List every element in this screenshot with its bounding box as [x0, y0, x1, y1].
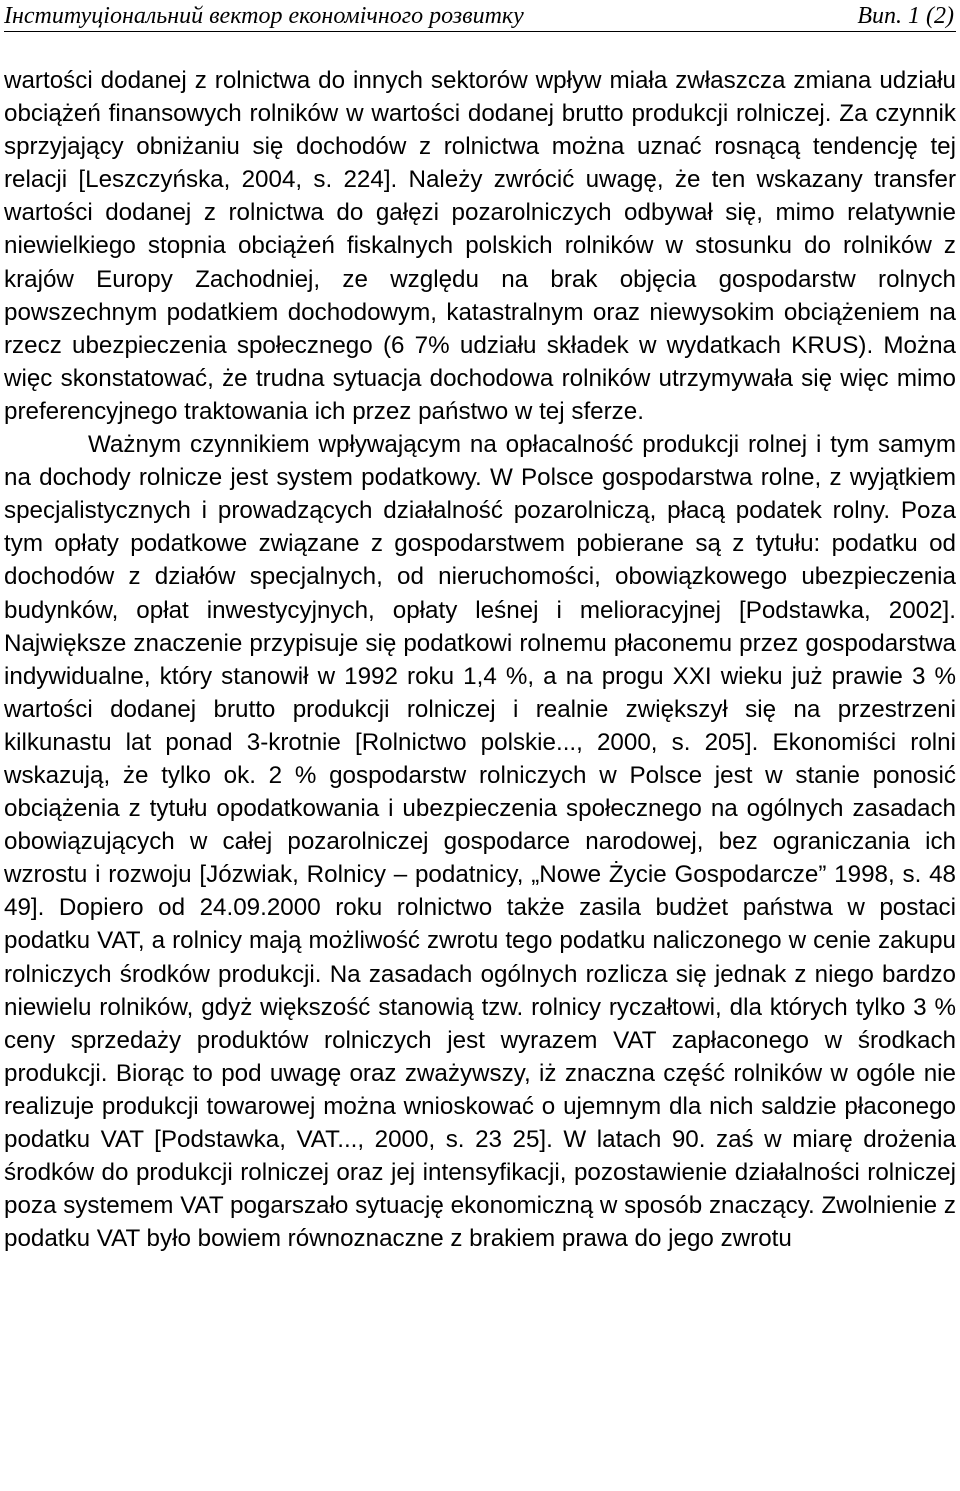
issue-number: Вип. 1 (2) [857, 3, 954, 29]
journal-title: Інституціональний вектор економічного розвитку [4, 3, 524, 29]
running-header [4, 0, 956, 32]
paragraph: Ważnym czynnikiem wpływającym na opłacalność produkcji rolnej i tym samym na dochody rolnicze jest system podatkowy. W Polsce gospodarstwa rolne, z wyjątkiem specjalistycznych i prowadzących działalność pozarolniczą, płacą podatek rolny. Poza tym opłaty podatkowe związane z gospodarstwem pobierane są z tytułu: podatku od dochodów z działów specjalnych, od nieruchomości, obowiązkowego ubezpieczenia budynków, opłat inwestycyjnych, opłaty leśnej i melioracyjnej [Podstawka, 2002]. Największe znaczenie przypisuje się podatkowi rolnemu płaconemu przez gospodarstwa indywidualne, który stanowił w 1992 roku 1,4 %, a na progu XXI wieku już prawie 3 % wartości dodanej brutto produkcji rolniczej i realnie zwiększył się na przestrzeni kilkunastu lat ponad 3-krotnie [Rolnictwo polskie..., 2000, s. 205]. Ekonomiści rolni wskazują, że tylko ok. 2 % gospodarstw rolniczych w Polsce jest w stanie ponosić obciążenia z tytułu opodatkowania i ubezpieczenia społecznego na ogólnych zasadach obowiązujących w całej pozarolniczej gospodarce narodowej, bez ograniczania ich wzrostu i rozwoju [Józwiak, Rolnicy – podatnicy, „Nowe Życie Gospodarcze” 1998, s. 48 49]. Dopiero od 24.09.2000 roku rolnictwo także zasila budżet państwa w postaci podatku VAT, a rolnicy mają możliwość zwrotu tego podatku naliczonego w cenie zakupu rolniczych środków produkcji. Na zasadach ogólnych rozlicza się jednak z niego bardzo niewielu rolników, gdyż większość stanowią tzw. rolnicy ryczałtowi, dla których tylko 3 % ceny sprzedaży produktów rolniczych jest wyrazem VAT zapłaconego w środkach produkcji. Biorąc to pod uwagę oraz zważywszy, iż znaczna część rolników w ogóle nie realizuje produkcji towarowej można wnioskować o ujemnym dla nich saldzie płaconego podatku VAT [Podstawka, VAT..., 2000, s. 23 25]. W latach 90. zaś w miarę drożenia środków do produkcji rolniczej oraz jej intensyfikacji, pozostawienie działalności rolniczej poza systemem VAT pogarszało sytuację ekonomiczną w sposób znaczący. Zwolnienie z podatku VAT było bowiem równoznaczne z brakiem prawa do jego zwrotu [4, 431, 956, 1253]
paragraph: wartości dodanej z rolnictwa do innych sektorów wpływ miała zwłaszcza zmiana udziału obciążeń finansowych rolników w wartości dodanej brutto produkcji rolniczej. Za czynnik sprzyjający obniżaniu się dochodów z rolnictwa można uznać rosnącą tendencję tej relacji [Leszczyńska, 2004, s. 224]. Należy zwrócić uwagę, że ten wskazany transfer wartości dodanej z rolnictwa do gałęzi pozarolniczych odbywał się, mimo relatywnie niewielkiego stopnia obciążeń fiskalnych polskich rolników w stosunku do rolników z krajów Europy Zachodniej, ze względu na brak objęcia gospodarstw rolnych powszechnym podatkiem dochodowym, katastralnym oraz niewysokim obciążeniem na rzecz ubezpieczenia społecznego (6 7% udziału składek w wydatkach KRUS). Można więc skonstatować, że trudna sytuacja dochodowa rolników utrzymywała się więc mimo preferencyjnego traktowania ich przez państwo w tej sferze. [4, 67, 956, 425]
article-body [4, 64, 956, 1255]
page [4, 0, 956, 1255]
